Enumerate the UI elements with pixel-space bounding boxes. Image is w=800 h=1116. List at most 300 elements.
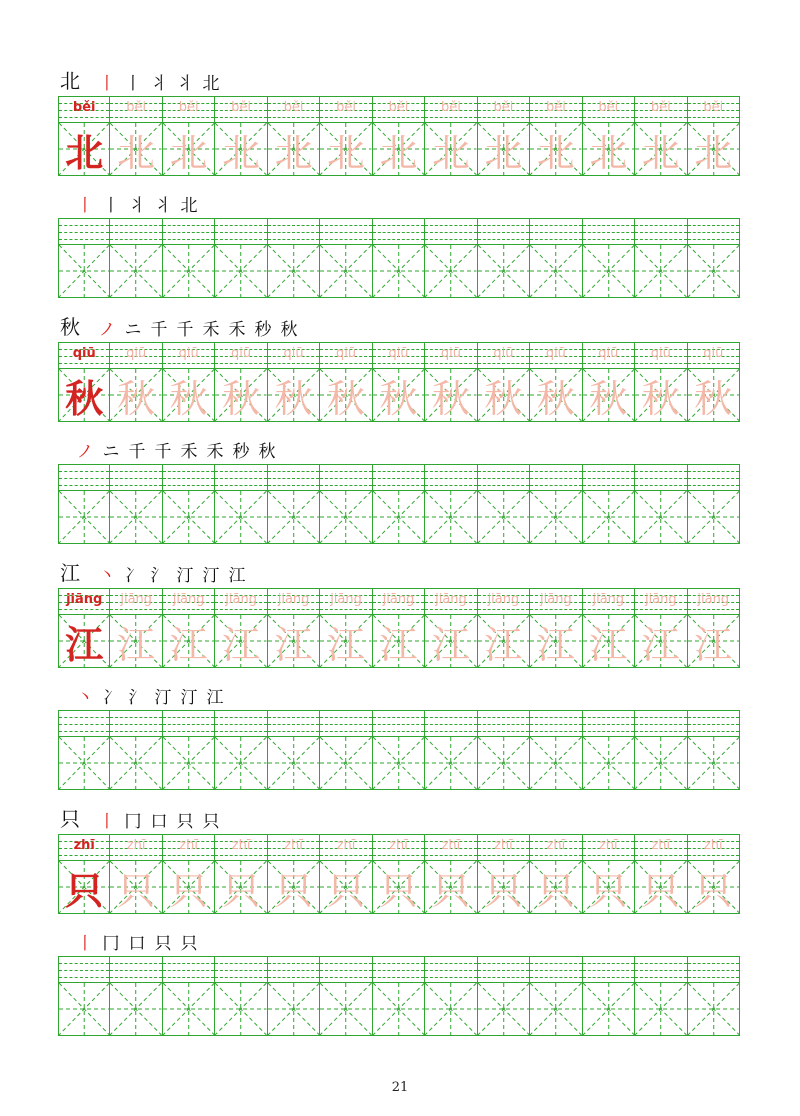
character-label: 只 <box>60 807 80 831</box>
pinyin-lines <box>583 589 634 615</box>
pinyin-lines <box>163 589 214 615</box>
character-label: 江 <box>60 561 80 585</box>
tianzige-guide-icon <box>320 245 371 297</box>
practice-cell[interactable] <box>478 464 530 544</box>
pinyin-lines <box>425 343 476 369</box>
pinyin-lines <box>163 711 214 737</box>
practice-cell[interactable] <box>583 956 635 1036</box>
model-character: 北 <box>65 129 104 175</box>
practice-cell[interactable] <box>635 218 687 298</box>
stroke-step: 千 <box>154 442 172 462</box>
practice-cell[interactable] <box>215 956 267 1036</box>
tianzige-guide-icon <box>215 491 266 543</box>
pinyin-lines <box>583 465 634 491</box>
trace-character: 只 <box>589 868 628 913</box>
pinyin-text: běi <box>703 100 724 115</box>
pinyin-lines <box>215 219 266 245</box>
tianzige-guide-icon <box>373 983 424 1035</box>
trace-character: 秋 <box>117 376 156 421</box>
pinyin-lines <box>268 97 319 123</box>
pinyin-lines <box>635 97 686 123</box>
trace-cell <box>215 834 267 914</box>
tianzige-guide-icon <box>373 245 424 297</box>
trace-cell <box>373 96 425 176</box>
trace-cell <box>320 588 372 668</box>
trace-character: 北 <box>431 130 470 175</box>
pinyin-lines <box>59 97 109 123</box>
character-header <box>60 314 302 340</box>
tianzige-guide-icon <box>320 983 371 1035</box>
pinyin-lines <box>635 835 686 861</box>
tracing-grid-row <box>58 588 740 668</box>
pinyin-text: jiāng <box>382 592 415 607</box>
practice-cell[interactable] <box>478 710 530 790</box>
pinyin-lines <box>163 465 214 491</box>
pinyin-lines <box>110 97 161 123</box>
practice-cell[interactable] <box>688 710 740 790</box>
trace-character: 只 <box>694 868 733 913</box>
pinyin-text: qiū <box>703 346 724 361</box>
pinyin-lines <box>583 835 634 861</box>
trace-character: 江 <box>484 622 523 667</box>
trace-cell <box>268 342 320 422</box>
practice-cell[interactable] <box>530 218 582 298</box>
practice-cell[interactable] <box>425 218 477 298</box>
practice-cell[interactable] <box>425 464 477 544</box>
page-number: 21 <box>391 1080 409 1095</box>
trace-cell <box>478 342 530 422</box>
stroke-step: 禾 <box>206 442 224 462</box>
trace-cell <box>110 588 162 668</box>
trace-cell <box>320 834 372 914</box>
model-cell <box>58 834 110 914</box>
trace-character: 秋 <box>222 376 261 421</box>
pinyin-lines <box>530 343 581 369</box>
practice-grid-row <box>58 710 740 790</box>
pinyin-lines <box>373 711 424 737</box>
model-cell <box>58 96 110 176</box>
stroke-step: 千 <box>150 320 168 340</box>
trace-cell <box>320 342 372 422</box>
trace-cell <box>425 834 477 914</box>
practice-cell[interactable] <box>373 956 425 1036</box>
practice-cell[interactable] <box>215 464 267 544</box>
stroke-step: 丨 <box>98 812 116 832</box>
trace-character: 秋 <box>274 376 313 421</box>
pinyin-lines <box>635 957 686 983</box>
pinyin-text: jiāng <box>487 592 520 607</box>
practice-cell[interactable] <box>163 464 215 544</box>
trace-character: 秋 <box>379 376 418 421</box>
stroke-step: 北 <box>202 74 220 94</box>
practice-cell[interactable] <box>215 710 267 790</box>
tianzige-guide-icon <box>425 491 476 543</box>
model-character: 只 <box>65 867 104 913</box>
tianzige-guide-icon <box>268 983 319 1035</box>
trace-character: 北 <box>379 130 418 175</box>
stroke-step: 冫 <box>124 566 142 586</box>
stroke-step: 只 <box>202 812 220 832</box>
trace-character: 秋 <box>484 376 523 421</box>
practice-cell[interactable] <box>215 218 267 298</box>
stroke-step: 禾 <box>180 442 198 462</box>
trace-cell <box>530 588 582 668</box>
tianzige-guide-icon <box>268 491 319 543</box>
trace-cell <box>688 834 740 914</box>
trace-character: 秋 <box>694 376 733 421</box>
tianzige-guide-icon <box>163 245 214 297</box>
trace-character: 江 <box>641 622 680 667</box>
stroke-step: 丶 <box>98 566 116 586</box>
tianzige-guide-icon <box>425 245 476 297</box>
tianzige-guide-icon <box>530 245 581 297</box>
pinyin-lines <box>688 219 739 245</box>
tianzige-guide-icon <box>110 983 161 1035</box>
stroke-step: 氵 <box>150 566 168 586</box>
pinyin-lines <box>425 219 476 245</box>
pinyin-text: jiāng <box>697 592 730 607</box>
practice-cell[interactable] <box>110 710 162 790</box>
pinyin-text: qiū <box>388 346 409 361</box>
practice-cell[interactable] <box>635 710 687 790</box>
trace-character: 北 <box>117 130 156 175</box>
trace-cell <box>583 588 635 668</box>
stroke-step: 汀 <box>176 566 194 586</box>
pinyin-lines <box>215 835 266 861</box>
tianzige-guide-icon <box>425 983 476 1035</box>
trace-character: 秋 <box>327 376 366 421</box>
trace-cell <box>163 834 215 914</box>
stroke-step: 冫 <box>102 688 120 708</box>
tianzige-guide-icon <box>59 491 109 543</box>
trace-cell <box>688 96 740 176</box>
pinyin-lines <box>110 835 161 861</box>
pinyin-lines <box>530 465 581 491</box>
tianzige-guide-icon <box>583 983 634 1035</box>
pinyin-text: běi <box>545 100 566 115</box>
trace-cell <box>583 96 635 176</box>
trace-cell <box>530 834 582 914</box>
pinyin-text: jiāng <box>172 592 205 607</box>
trace-cell <box>425 96 477 176</box>
trace-character: 只 <box>379 868 418 913</box>
stroke-step: 北 <box>180 196 198 216</box>
pinyin-lines <box>688 835 739 861</box>
practice-cell[interactable] <box>478 218 530 298</box>
trace-character: 只 <box>536 868 575 913</box>
pinyin-lines <box>373 835 424 861</box>
pinyin-lines <box>163 219 214 245</box>
trace-cell <box>530 96 582 176</box>
practice-cell[interactable] <box>425 956 477 1036</box>
character-label: 秋 <box>60 315 80 339</box>
pinyin-text: qiū <box>545 346 566 361</box>
trace-cell <box>635 342 687 422</box>
trace-character: 只 <box>641 868 680 913</box>
tianzige-guide-icon <box>425 737 476 789</box>
pinyin-text: qiū <box>231 346 252 361</box>
practice-cell[interactable] <box>320 464 372 544</box>
practice-cell[interactable] <box>478 956 530 1036</box>
trace-character: 只 <box>274 868 313 913</box>
stroke-order-row <box>72 930 202 954</box>
practice-cell[interactable] <box>58 956 110 1036</box>
stroke-step: 冂 <box>102 934 120 954</box>
tianzige-guide-icon <box>163 737 214 789</box>
trace-cell <box>688 342 740 422</box>
trace-cell <box>583 834 635 914</box>
trace-cell <box>635 834 687 914</box>
practice-cell[interactable] <box>268 464 320 544</box>
pinyin-lines <box>688 97 739 123</box>
tianzige-guide-icon <box>163 491 214 543</box>
tianzige-guide-icon <box>583 737 634 789</box>
practice-cell[interactable] <box>163 956 215 1036</box>
tianzige-guide-icon <box>530 737 581 789</box>
pinyin-lines <box>425 957 476 983</box>
pinyin-lines <box>110 711 161 737</box>
trace-cell <box>110 342 162 422</box>
character-header <box>60 560 250 586</box>
stroke-order-row <box>72 438 280 462</box>
pinyin-text: zhī <box>703 838 723 853</box>
practice-cell[interactable] <box>163 710 215 790</box>
stroke-order-row <box>72 684 228 708</box>
pinyin-lines <box>110 219 161 245</box>
pinyin-lines <box>583 711 634 737</box>
pinyin-text: jiāng <box>225 592 257 607</box>
pinyin-lines <box>268 835 319 861</box>
practice-cell[interactable] <box>635 464 687 544</box>
pinyin-lines <box>478 957 529 983</box>
stroke-step: 江 <box>228 566 246 586</box>
trace-character: 只 <box>117 868 156 913</box>
tianzige-guide-icon <box>320 737 371 789</box>
pinyin-text: běi <box>598 100 619 115</box>
trace-character: 秋 <box>641 376 680 421</box>
pinyin-lines <box>268 589 319 615</box>
pinyin-lines <box>478 97 529 123</box>
practice-cell[interactable] <box>320 956 372 1036</box>
practice-cell[interactable] <box>163 218 215 298</box>
stroke-step: 只 <box>154 934 172 954</box>
pinyin-lines <box>530 589 581 615</box>
pinyin-lines <box>320 835 371 861</box>
pinyin-lines <box>688 957 739 983</box>
pinyin-text: běi <box>72 100 96 115</box>
practice-cell[interactable] <box>583 218 635 298</box>
practice-cell[interactable] <box>373 218 425 298</box>
trace-character: 北 <box>589 130 628 175</box>
practice-cell[interactable] <box>58 464 110 544</box>
tianzige-guide-icon <box>110 491 161 543</box>
practice-cell[interactable] <box>320 710 372 790</box>
trace-cell <box>583 342 635 422</box>
trace-character: 江 <box>327 622 366 667</box>
pinyin-text: běi <box>336 100 356 115</box>
stroke-step: 丨 <box>76 934 94 954</box>
practice-grid-row <box>58 956 740 1036</box>
pinyin-lines <box>635 465 686 491</box>
pinyin-lines <box>373 343 424 369</box>
trace-cell <box>110 96 162 176</box>
trace-character: 北 <box>327 130 366 175</box>
pinyin-text: jiāng <box>66 592 103 607</box>
practice-cell[interactable] <box>583 710 635 790</box>
pinyin-text: zhī <box>441 838 461 853</box>
pinyin-text: běi <box>441 100 461 115</box>
practice-cell[interactable] <box>635 956 687 1036</box>
pinyin-lines <box>268 957 319 983</box>
tianzige-guide-icon <box>478 983 529 1035</box>
practice-cell[interactable] <box>373 710 425 790</box>
trace-cell <box>268 588 320 668</box>
trace-character: 北 <box>694 130 733 175</box>
pinyin-lines <box>215 343 266 369</box>
stroke-step: 丬 <box>176 74 194 94</box>
stroke-step: 千 <box>176 320 194 340</box>
trace-cell <box>635 588 687 668</box>
tianzige-guide-icon <box>110 737 161 789</box>
practice-cell[interactable] <box>583 464 635 544</box>
pinyin-lines <box>583 97 634 123</box>
practice-cell[interactable] <box>425 710 477 790</box>
trace-cell <box>530 342 582 422</box>
tianzige-guide-icon <box>320 491 371 543</box>
pinyin-text: zhī <box>494 838 513 853</box>
practice-cell[interactable] <box>688 956 740 1036</box>
practice-cell[interactable] <box>320 218 372 298</box>
practice-cell[interactable] <box>58 218 110 298</box>
practice-cell[interactable] <box>688 218 740 298</box>
pinyin-text: qiū <box>283 346 304 361</box>
practice-cell[interactable] <box>110 218 162 298</box>
practice-cell[interactable] <box>373 464 425 544</box>
pinyin-lines <box>478 343 529 369</box>
practice-cell[interactable] <box>268 710 320 790</box>
stroke-step: 冂 <box>124 812 142 832</box>
stroke-step: 丶 <box>76 688 94 708</box>
pinyin-text: běi <box>493 100 514 115</box>
stroke-order-row <box>72 192 202 216</box>
practice-cell[interactable] <box>268 956 320 1036</box>
practice-cell[interactable] <box>688 464 740 544</box>
trace-cell <box>215 342 267 422</box>
stroke-step: ニ <box>124 320 142 340</box>
tianzige-guide-icon <box>688 491 739 543</box>
trace-character: 只 <box>169 868 208 913</box>
pinyin-lines <box>268 219 319 245</box>
pinyin-lines <box>478 711 529 737</box>
pinyin-lines <box>268 711 319 737</box>
trace-character: 江 <box>536 622 575 667</box>
pinyin-text: jiāng <box>592 592 625 607</box>
trace-cell <box>635 96 687 176</box>
pinyin-lines <box>320 97 371 123</box>
stroke-step: 秋 <box>280 320 298 340</box>
pinyin-lines <box>635 219 686 245</box>
trace-character: 只 <box>431 868 470 913</box>
pinyin-text: jiāng <box>435 592 467 607</box>
tianzige-guide-icon <box>478 491 529 543</box>
pinyin-lines <box>583 219 634 245</box>
pinyin-lines <box>425 97 476 123</box>
pinyin-lines <box>478 589 529 615</box>
tianzige-guide-icon <box>635 737 686 789</box>
tianzige-guide-icon <box>215 983 266 1035</box>
pinyin-lines <box>320 957 371 983</box>
stroke-step: 秒 <box>232 442 250 462</box>
tianzige-guide-icon <box>59 737 109 789</box>
pinyin-lines <box>163 97 214 123</box>
trace-cell <box>268 96 320 176</box>
tianzige-guide-icon <box>373 491 424 543</box>
stroke-step: 汀 <box>180 688 198 708</box>
pinyin-lines <box>530 219 581 245</box>
tianzige-guide-icon <box>59 245 109 297</box>
trace-cell <box>478 588 530 668</box>
practice-cell[interactable] <box>58 710 110 790</box>
trace-character: 北 <box>484 130 523 175</box>
pinyin-lines <box>635 343 686 369</box>
tianzige-guide-icon <box>635 491 686 543</box>
pinyin-lines <box>110 589 161 615</box>
stroke-step: 丨 <box>124 74 142 94</box>
practice-cell[interactable] <box>110 464 162 544</box>
pinyin-lines <box>530 711 581 737</box>
pinyin-text: qiū <box>650 346 671 361</box>
stroke-step: 氵 <box>128 688 146 708</box>
tianzige-guide-icon <box>268 737 319 789</box>
tracing-grid-row <box>58 342 740 422</box>
pinyin-lines <box>268 343 319 369</box>
trace-cell <box>268 834 320 914</box>
trace-cell <box>163 96 215 176</box>
pinyin-lines <box>583 957 634 983</box>
pinyin-text: qiū <box>335 346 357 361</box>
trace-character: 秋 <box>536 376 575 421</box>
pinyin-lines <box>425 835 476 861</box>
pinyin-lines <box>59 465 109 491</box>
pinyin-lines <box>478 219 529 245</box>
practice-cell[interactable] <box>110 956 162 1036</box>
trace-character: 北 <box>536 130 575 175</box>
pinyin-text: běi <box>388 100 409 115</box>
trace-character: 只 <box>222 868 261 913</box>
pinyin-lines <box>110 957 161 983</box>
practice-cell[interactable] <box>530 956 582 1036</box>
tianzige-guide-icon <box>688 245 739 297</box>
stroke-step: 口 <box>128 934 146 954</box>
pinyin-text: qiū <box>126 346 147 361</box>
pinyin-lines <box>163 835 214 861</box>
pinyin-text: qiū <box>440 346 461 361</box>
pinyin-text: zhī <box>126 838 146 853</box>
practice-cell[interactable] <box>530 710 582 790</box>
pinyin-text: běi <box>283 100 304 115</box>
practice-cell[interactable] <box>268 218 320 298</box>
tianzige-guide-icon <box>110 245 161 297</box>
pinyin-lines <box>373 97 424 123</box>
pinyin-text: běi <box>126 100 147 115</box>
pinyin-lines <box>59 219 109 245</box>
tianzige-guide-icon <box>635 983 686 1035</box>
trace-character: 秋 <box>169 376 208 421</box>
pinyin-text: běi <box>178 100 199 115</box>
pinyin-lines <box>163 343 214 369</box>
pinyin-text: qiū <box>178 346 199 361</box>
practice-cell[interactable] <box>530 464 582 544</box>
